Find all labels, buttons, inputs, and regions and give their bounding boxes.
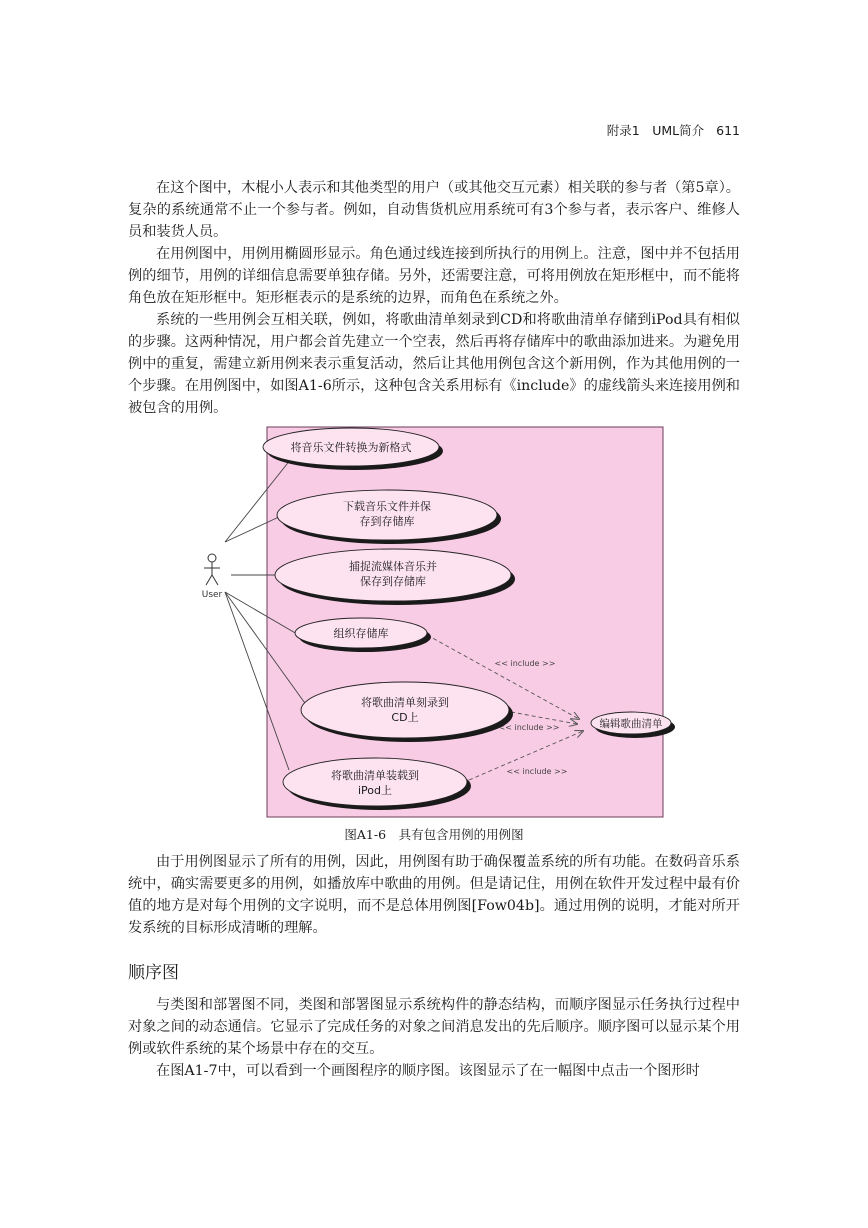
body-text-middle <box>128 851 740 939</box>
paragraph: 系统的一些用例会互相关联，例如，将歌曲清单刻录到CD和将歌曲清单存储到iPod具有相似的步骤。这两种情况，用户都会首先建立一个空表，然后再将存储库中的歌曲添加进来。为避免用例中的重复，需建立新用例来表示重复活动，然后让其他用例包含这个新用例，作为其他用例的一个步骤。在用例图中，如图A1-6所示，这种包含关系用标有《include》的虚线箭头来连接用例和被包含的用例。 <box>128 312 740 416</box>
include-label: << include >> <box>506 767 568 776</box>
header-section-title: 附录1 UML简介 <box>606 123 705 138</box>
body-text-top <box>128 177 740 419</box>
use-case-burn-label-line1: 将歌曲清单刻录到 <box>361 696 449 709</box>
use-case-edit-playlist-label: 编辑歌曲清单 <box>599 718 663 730</box>
use-case-load-label-line1: 将歌曲清单装载到 <box>331 769 419 782</box>
running-header <box>607 121 740 139</box>
figure-caption: 图A1-6 具有包含用例的用例图 <box>344 827 524 842</box>
use-case-burn <box>301 682 509 738</box>
include-label: << include >> <box>498 723 560 732</box>
section-heading: 顺序图 <box>128 963 179 983</box>
use-case-capture-label-line2: 保存到存储库 <box>360 575 426 588</box>
paragraph: 由于用例图显示了所有的用例，因此，用例图有助于确保覆盖系统的所有功能。在数码音乐系统中，确实需要更多的用例，如播放库中歌曲的用例。但是请记住，用例在软件开发过程中最有价值的地方是对每个用例的文字说明，而不是总体用例图[Fow04b]。通过用例的说明，才能对所开发系统的目标形成清晰的理解。 <box>128 854 740 936</box>
body-text-bottom <box>128 994 740 1082</box>
actor-label: User <box>201 590 223 600</box>
use-case-organize-label: 组织存储库 <box>333 627 389 640</box>
include-label: << include >> <box>494 659 556 668</box>
page-number: 611 <box>716 123 740 138</box>
use-case-load-label-line2: iPod上 <box>357 784 393 797</box>
paragraph: 在用例图中，用例用椭圆形显示。角色通过线连接到所执行的用例上。注意，图中并不包括用例的细节，用例的详细信息需要单独存储。另外，还需要注意，可将用例放在矩形框中，而不能将角色放在矩形框中。矩形框表示的是系统的边界，而角色在系统之外。 <box>128 246 740 306</box>
use-case-burn-label-line2: CD上 <box>391 711 419 724</box>
use-case-download-label-line1: 下载音乐文件并保 <box>343 500 431 513</box>
paragraph: 在这个图中，木棍小人表示和其他类型的用户（或其他交互元素）相关联的参与者（第5章）。复杂的系统通常不止一个参与者。例如，自动售货机应用系统可有3个参与者，表示客户、维修人员和装货人员。 <box>128 180 740 240</box>
actor-user <box>204 554 220 585</box>
use-case-diagram <box>195 424 675 828</box>
use-case-capture-label-line1: 捕捉流媒体音乐并 <box>349 560 437 573</box>
use-case-download-label-line2: 存到存储库 <box>359 515 415 528</box>
use-case-load <box>283 758 467 806</box>
paragraph: 与类图和部署图不同，类图和部署图显示系统构件的静态结构，而顺序图显示任务执行过程中对象之间的动态通信。它显示了完成任务的对象之间消息发出的先后顺序。顺序图可以显示某个用例或软件系统的某个场景中存在的交互。 <box>128 997 740 1057</box>
use-case-convert-label: 将音乐文件转换为新格式 <box>290 441 412 454</box>
paragraph: 在图A1-7中，可以看到一个画图程序的顺序图。该图显示了在一幅图中点击一个图形时 <box>156 1063 700 1079</box>
